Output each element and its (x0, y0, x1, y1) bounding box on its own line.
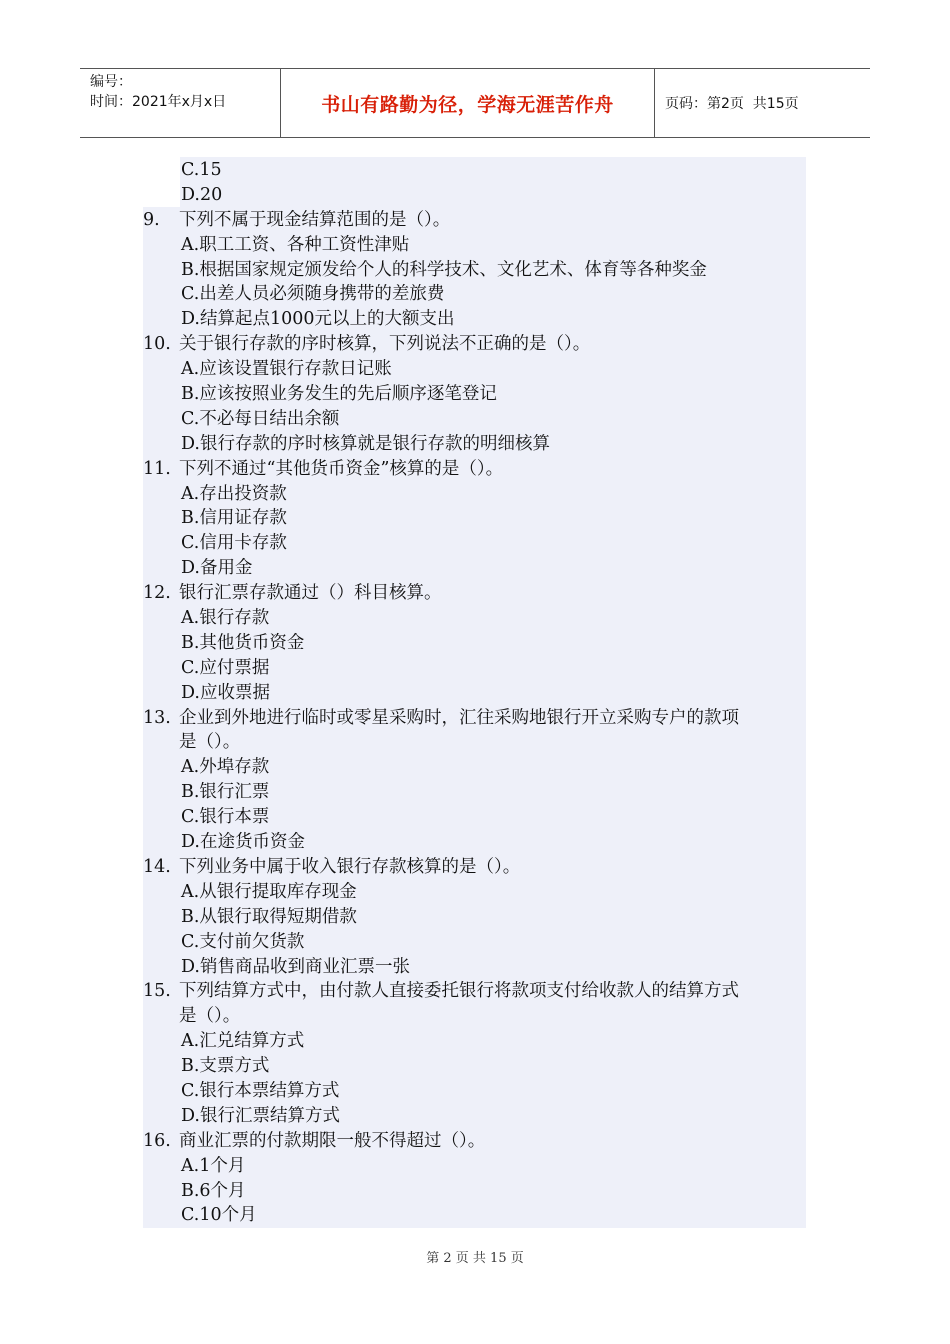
header-page-cell (655, 69, 870, 137)
answer-option: C.应付票据 (181, 657, 270, 678)
question-number: 9. (143, 209, 160, 230)
answer-option: A.从银行提取库存现金 (181, 881, 357, 902)
question-number: 16. (143, 1130, 171, 1151)
question-text: 商业汇票的付款期限一般不得超过（）。 (179, 1130, 486, 1151)
question-line (143, 581, 806, 606)
question-line (143, 1129, 806, 1154)
header-motto-cell (281, 69, 655, 137)
page-footer (0, 1247, 950, 1266)
answer-option: B.从银行取得短期借款 (181, 906, 357, 927)
answer-option: B.信用证存款 (181, 508, 287, 529)
answer-option: A.汇兑结算方式 (181, 1031, 305, 1052)
answer-option: A.外埠存款 (181, 757, 270, 778)
answer-option: D.20 (181, 184, 223, 205)
answer-option: B.其他货币资金 (181, 632, 305, 653)
answer-option: C.信用卡存款 (181, 533, 287, 554)
question-text: 关于银行存款的序时核算，下列说法不正确的是（）。 (179, 334, 591, 355)
question-number: 12. (143, 583, 171, 604)
question-text: 下列业务中属于收入银行存款核算的是（）。 (179, 856, 521, 877)
question-list (143, 158, 806, 1228)
answer-option: C.银行本票 (181, 807, 270, 828)
question-line (143, 979, 806, 1004)
question-line (143, 706, 806, 731)
answer-option: D.应收票据 (181, 682, 270, 703)
answer-option: B.应该按照业务发生的先后顺序逐笔登记 (181, 384, 497, 405)
header-meta (80, 69, 281, 137)
question-text: 下列结算方式中，由付款人直接委托银行将款项支付给收款人的结算方式 (179, 981, 739, 1002)
header-motto: 书山有路勤为径，学海无涯苦作舟 (321, 93, 614, 116)
answer-option: B.根据国家规定颁发给个人的科学技术、文化艺术、体育等各种奖金 (181, 259, 707, 280)
document-date-label: 时间：2021年x月x日 (90, 94, 227, 110)
question-number: 14. (143, 856, 171, 877)
answer-option: B.6个月 (181, 1180, 246, 1201)
question-text: 企业到外地进行临时或零星采购时，汇往采购地银行开立采购专户的款项 (179, 707, 739, 728)
header-page-info: 页码：第2页 共15页 (665, 96, 799, 112)
question-line (143, 855, 806, 880)
answer-option: A.应该设置银行存款日记账 (181, 359, 392, 380)
question-number: 11. (143, 458, 171, 479)
answer-option: D.销售商品收到商业汇票一张 (181, 956, 410, 977)
answer-option: B.支票方式 (181, 1056, 270, 1077)
question-text-continuation: 是（）。 (179, 732, 241, 753)
answer-option: C.15 (181, 160, 222, 180)
question-text: 下列不属于现金结算范围的是（）。 (179, 209, 451, 230)
answer-option: D.结算起点1000元以上的大额支出 (181, 309, 455, 330)
answer-option: A.银行存款 (181, 608, 270, 629)
answer-option: A.存出投资款 (181, 483, 287, 504)
answer-option: B.银行汇票 (181, 782, 270, 803)
answer-option: A.职工工资、各种工资性津贴 (181, 234, 410, 255)
question-line (143, 208, 806, 233)
answer-option: D.备用金 (181, 558, 253, 579)
question-number: 15. (143, 981, 171, 1002)
question-number: 10. (143, 334, 171, 355)
answer-option: D.在途货币资金 (181, 832, 305, 853)
answer-option: C.10个月 (181, 1205, 257, 1226)
answer-option: C.不必每日结出余额 (181, 408, 340, 429)
page-header (80, 68, 870, 138)
question-text: 下列不通过“其他货币资金”核算的是（）。 (179, 458, 504, 479)
answer-option: D.银行存款的序时核算就是银行存款的明细核算 (181, 433, 550, 454)
footer-page-number: 第 2 页 共 15 页 (426, 1251, 524, 1266)
question-text-continuation: 是（）。 (179, 1006, 241, 1027)
question-line (143, 332, 806, 357)
question-line (143, 457, 806, 482)
question-text: 银行汇票存款通过（）科目核算。 (179, 583, 442, 604)
answer-option: A.1个月 (181, 1155, 246, 1176)
document-number-label: 编号： (90, 74, 132, 90)
question-number: 13. (143, 707, 171, 728)
answer-option: C.银行本票结算方式 (181, 1080, 340, 1101)
answer-option: C.支付前欠货款 (181, 931, 305, 952)
answer-option: D.银行汇票结算方式 (181, 1105, 340, 1126)
answer-option: C.出差人员必须随身携带的差旅费 (181, 284, 445, 305)
